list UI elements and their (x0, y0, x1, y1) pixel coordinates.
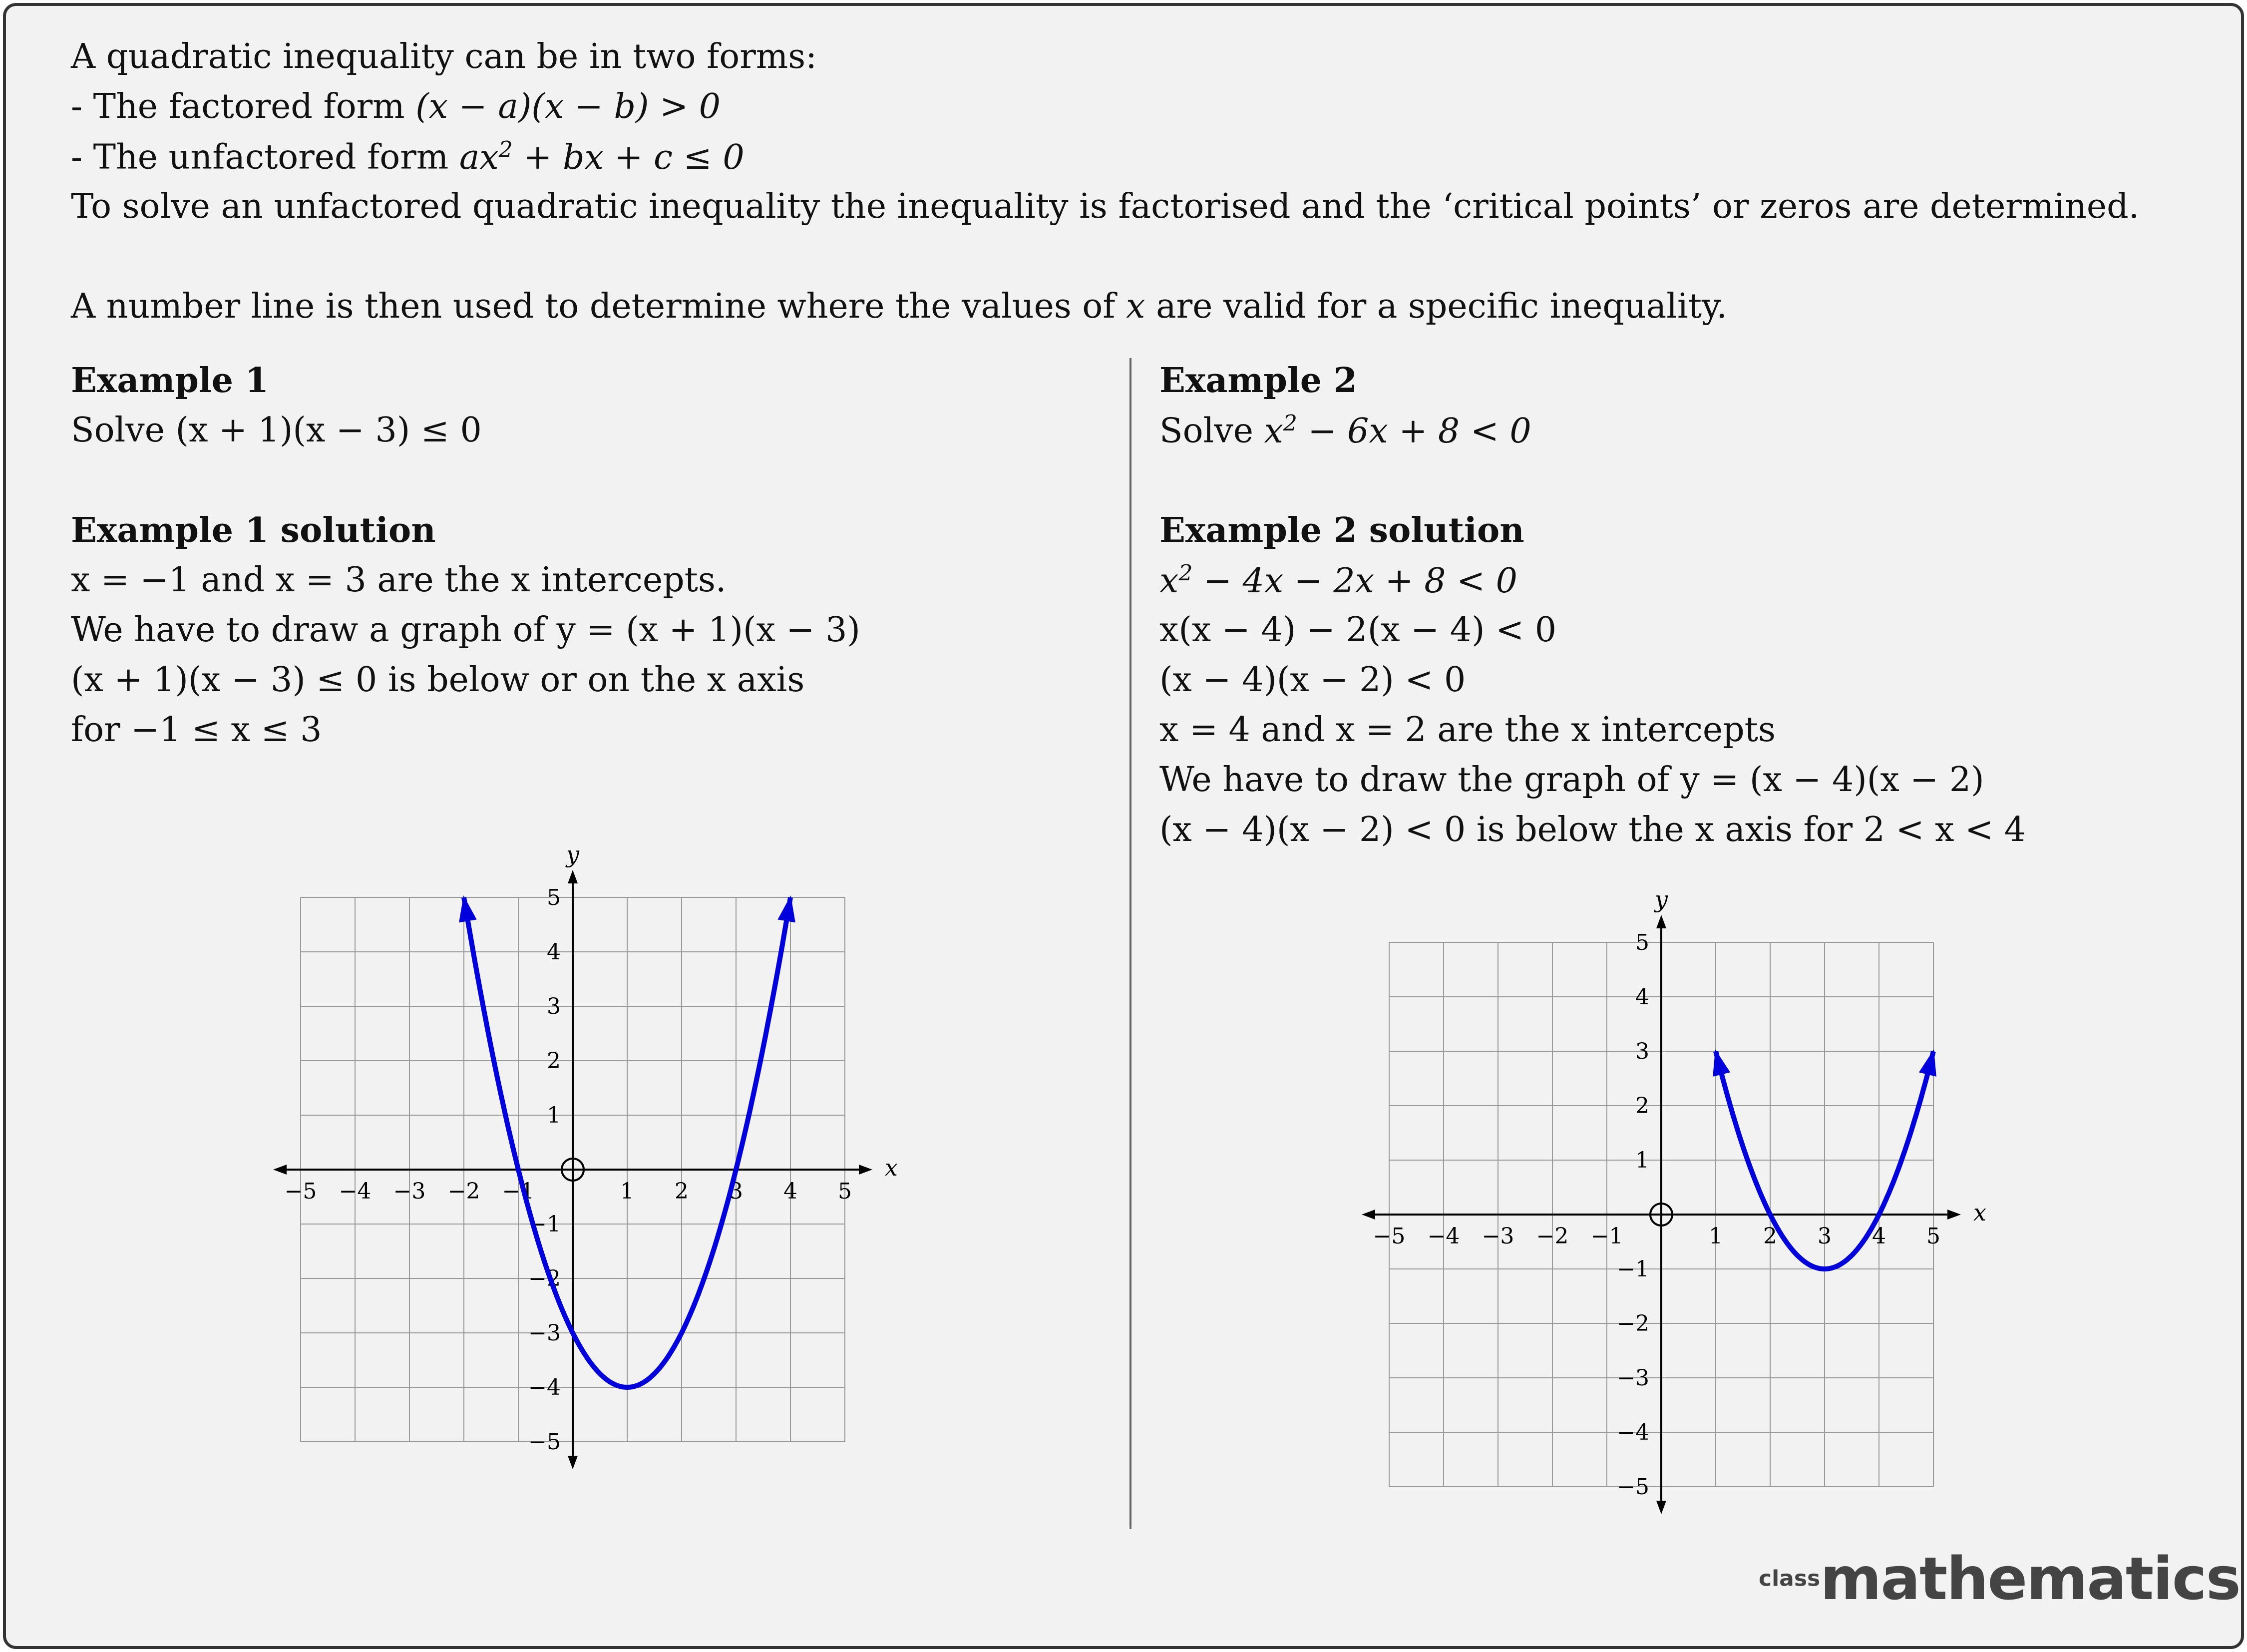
example-1-solution-line: x = −1 and x = 3 are the x intercepts. (71, 560, 727, 600)
x-axis-label: x (885, 1154, 898, 1181)
y-tick-label: 1 (1635, 1148, 1649, 1173)
example-1-heading: Example 1 (71, 361, 269, 401)
graph-example-1 (251, 830, 960, 1489)
x-tick-label: 5 (1926, 1224, 1940, 1249)
x-tick-label: −2 (1536, 1224, 1569, 1249)
intro-line-4: To solve an unfactored quadratic inequality the inequality is factorised and the ‘critical points’ or zeros are determined. (71, 187, 2140, 226)
x-axis-arrow-left (273, 1165, 287, 1175)
curve-arrow-right (1919, 1049, 1936, 1077)
unfactored-form-math: $ax^2$ + bx + c ≤ 0 (459, 137, 745, 177)
x-tick-label: −2 (447, 1179, 480, 1204)
intro-line-3: - The unfactored form $ax^2$ + bx + c ≤ 0 (71, 137, 745, 177)
graph-example-2 (1339, 875, 2048, 1534)
x-tick-label: −4 (1427, 1224, 1460, 1249)
example-2-problem: Solve $x^2 - 6x + 8 < 0$ (1159, 411, 1531, 451)
example-1-solution-heading: Example 1 solution (71, 510, 436, 550)
x-tick-label: 2 (675, 1179, 689, 1204)
example-2-solution-line: (x − 4)(x − 2) < 0 (1159, 660, 1466, 700)
x-tick-label: 3 (729, 1179, 743, 1204)
example-2-solution-line: (x − 4)(x − 2) < 0 is below the x axis for 2 < x < 4 (1159, 810, 2026, 849)
example-2-solution-line: x = 4 and x = 2 are the x intercepts (1159, 710, 1776, 750)
curve-arrow-right (777, 895, 795, 922)
x-tick-label: −3 (393, 1179, 426, 1204)
example-1-solution-line: (x + 1)(x − 3) ≤ 0 is below or on the x axis (71, 660, 805, 700)
example-1-solution-line: We have to draw a graph of y = (x + 1)(x − 3) (71, 610, 860, 650)
y-tick-label: 3 (1635, 1039, 1649, 1064)
x-axis-arrow-right (859, 1165, 872, 1175)
y-tick-label: −5 (1617, 1474, 1649, 1500)
example-2-solution-line: We have to draw the graph of y = (x − 4)(x − 2) (1159, 760, 1984, 800)
y-axis-label: y (1655, 886, 1668, 913)
y-tick-label: −3 (528, 1320, 561, 1346)
x-tick-label: −5 (284, 1179, 317, 1204)
x-tick-label: −1 (502, 1179, 535, 1204)
y-tick-label: −4 (528, 1375, 561, 1400)
y-axis-arrow-down (1656, 1501, 1666, 1514)
y-tick-label: −4 (1617, 1420, 1649, 1445)
y-tick-label: 3 (547, 994, 561, 1019)
y-tick-label: −5 (528, 1429, 561, 1455)
example-2-solution-line: x(x − 4) − 2(x − 4) < 0 (1159, 610, 1557, 650)
y-tick-label: 5 (547, 885, 561, 910)
y-tick-label: −1 (528, 1212, 561, 1237)
y-tick-label: −3 (1617, 1365, 1649, 1391)
x-tick-label: −4 (339, 1179, 372, 1204)
intro-line-1: A quadratic inequality can be in two forms: (71, 37, 817, 76)
column-divider (1129, 358, 1131, 1529)
x-axis-arrow-left (1362, 1210, 1375, 1220)
example-1-solution-line: for −1 ≤ x ≤ 3 (71, 710, 322, 750)
x-tick-label: 4 (1872, 1224, 1886, 1249)
y-axis-label: y (566, 841, 579, 868)
example-2-solution-heading: Example 2 solution (1159, 510, 1524, 550)
intro-line-5: A number line is then used to determine where the values of x are valid for a specific inequality. (71, 287, 1728, 326)
y-tick-label: 4 (547, 939, 561, 965)
x-tick-label: −1 (1590, 1224, 1623, 1249)
x-tick-label: −3 (1482, 1224, 1514, 1249)
x-axis-arrow-right (1947, 1210, 1961, 1220)
x-tick-label: 5 (838, 1179, 852, 1204)
class-mathematics-logo: classmathematics (1759, 1544, 2240, 1613)
y-tick-label: 2 (547, 1048, 561, 1074)
intro-line-2: - The factored form (x − a)(x − b) > 0 (71, 87, 721, 126)
x-tick-label: 4 (783, 1179, 797, 1204)
y-tick-label: −2 (528, 1266, 561, 1291)
x-tick-label: −5 (1373, 1224, 1406, 1249)
y-tick-label: −1 (1617, 1256, 1649, 1282)
y-tick-label: 4 (1635, 984, 1649, 1010)
example-2-solution-line: $x^2 - 4x - 2x + 8 < 0$ (1159, 560, 1517, 601)
y-tick-label: −2 (1617, 1311, 1649, 1336)
curve-arrow-left (459, 895, 477, 922)
y-axis-arrow-up (1656, 915, 1666, 928)
curve-arrow-left (1713, 1049, 1730, 1077)
content-card (3, 3, 2244, 1649)
y-tick-label: 5 (1635, 930, 1649, 955)
x-tick-label: 1 (620, 1179, 634, 1204)
example-1-problem: Solve (x + 1)(x − 3) ≤ 0 (71, 411, 482, 450)
example-2-heading: Example 2 (1159, 361, 1358, 401)
factored-form-math: (x − a)(x − b) > 0 (415, 87, 721, 126)
x-tick-label: 3 (1818, 1224, 1832, 1249)
y-axis-arrow-down (568, 1456, 578, 1469)
y-tick-label: 2 (1635, 1093, 1649, 1119)
x-axis-label: x (1973, 1199, 1986, 1226)
x-tick-label: 1 (1709, 1224, 1723, 1249)
y-tick-label: 1 (547, 1103, 561, 1128)
x-tick-label: 2 (1763, 1224, 1777, 1249)
y-axis-arrow-up (568, 870, 578, 883)
